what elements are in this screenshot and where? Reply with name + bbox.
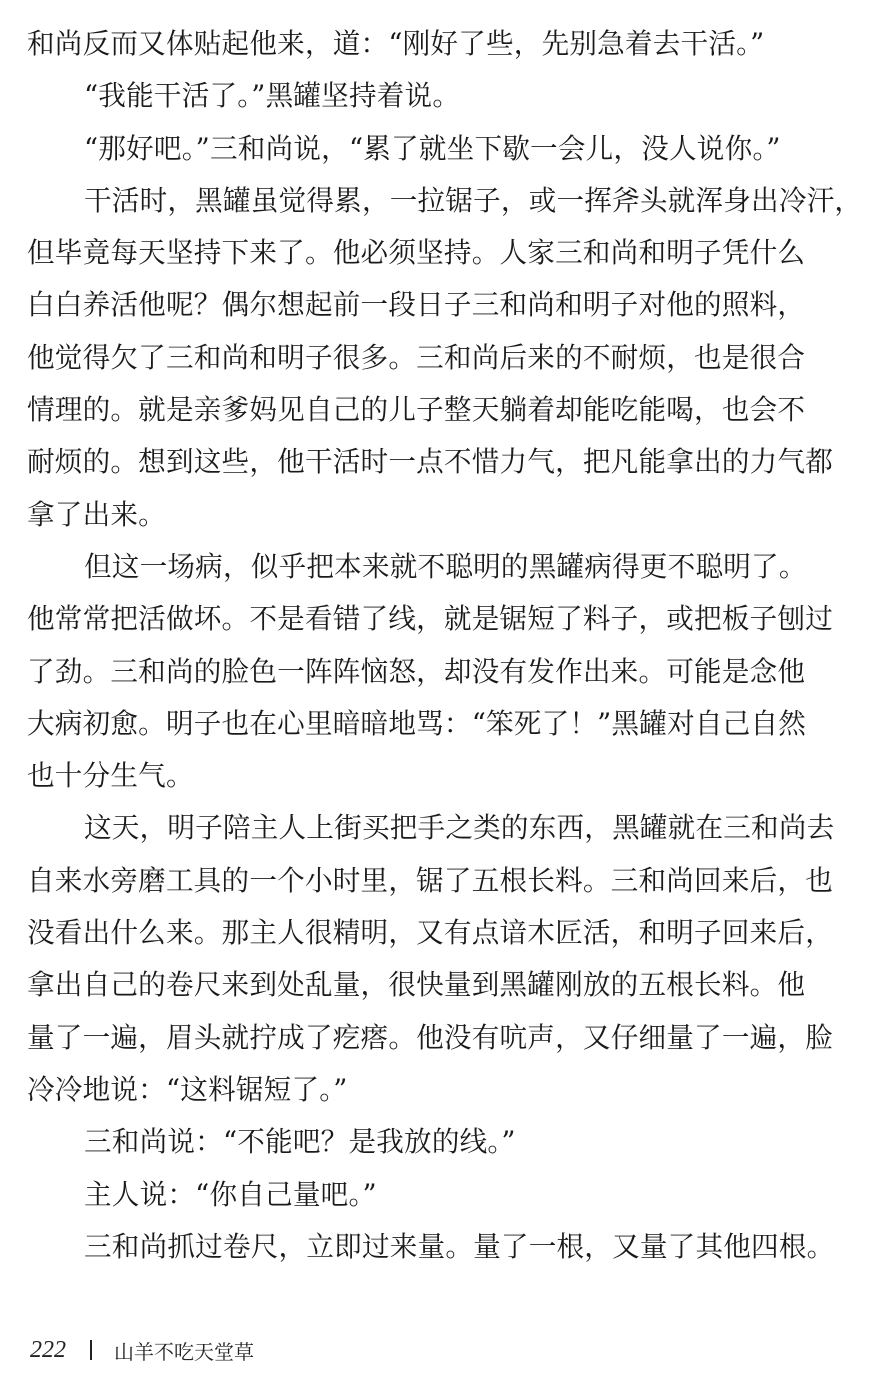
text-line: 但这一场病，似乎把本来就不聪明的黑罐病得更不聪明了。 [84, 549, 807, 583]
text-line: 大病初愈。明子也在心里暗暗地骂：“笨死了！”黑罐对自己自然 [27, 706, 807, 740]
text-line: 量了一遍，眉头就拧成了疙瘩。他没有吭声，又仔细量了一遍，脸 [27, 1020, 834, 1054]
text-line: 拿了出来。 [27, 497, 166, 531]
text-line: 和尚反而又体贴起他来，道：“刚好了些，先别急着去干活。” [27, 27, 765, 60]
footer-divider [90, 1340, 92, 1360]
text-line: 了劲。三和尚的脸色一阵阵恼怒，却没有发作出来。可能是念他 [27, 654, 806, 688]
text-line: 他常常把活做坏。不是看错了线，就是锯短了料子，或把板子刨过 [27, 602, 834, 636]
text-line: 三和尚说：“不能吧？是我放的线。” [84, 1125, 516, 1159]
text-line: 也十分生气。 [27, 759, 194, 793]
page-footer [30, 1332, 254, 1368]
text-line: 三和尚抓过卷尺，立即过来量。量了一根，又量了其他四根。 [84, 1229, 835, 1263]
text-line: “那好吧。”三和尚说，“累了就坐下歇一会儿，没人说你。” [84, 131, 781, 165]
text-line: 耐烦的。想到这些，他干活时一点不惜力气，把凡能拿出的力气都 [27, 445, 834, 479]
page-number: 222 [30, 1336, 66, 1363]
text-line: 干活时，黑罐虽觉得累，一拉锯子，或一挥斧头就浑身出冷汗， [84, 183, 863, 217]
text-line: 冷冷地说：“这料锯短了。” [27, 1072, 348, 1106]
text-line: 他觉得欠了三和尚和明子很多。三和尚后来的不耐烦，也是很合 [27, 340, 806, 374]
text-line: 没看出什么来。那主人很精明，又有点谙木匠活，和明子回来后， [27, 916, 834, 950]
text-line: 拿出自己的卷尺来到处乱量，很快量到黑罐刚放的五根长料。他 [27, 968, 806, 1002]
text-line: 情理的。就是亲爹妈见自己的儿子整天躺着却能吃能喝，也会不 [27, 393, 806, 427]
page-body [27, 18, 863, 1273]
text-line: 但毕竟每天坚持下来了。他必须坚持。人家三和尚和明子凭什么 [27, 236, 806, 270]
text-line: 白白养活他呢？偶尔想起前一段日子三和尚和明子对他的照料， [27, 288, 806, 322]
text-line: 自来水旁磨工具的一个小时里，锯了五根长料。三和尚回来后，也 [27, 863, 834, 897]
text-line: 这天，明子陪主人上街买把手之类的东西，黑罐就在三和尚去 [84, 811, 835, 845]
text-line: 主人说：“你自己量吧。” [84, 1177, 377, 1211]
book-title: 山羊不吃天堂草 [114, 1339, 254, 1364]
text-line: “我能干活了。”黑罐坚持着说。 [84, 79, 461, 113]
